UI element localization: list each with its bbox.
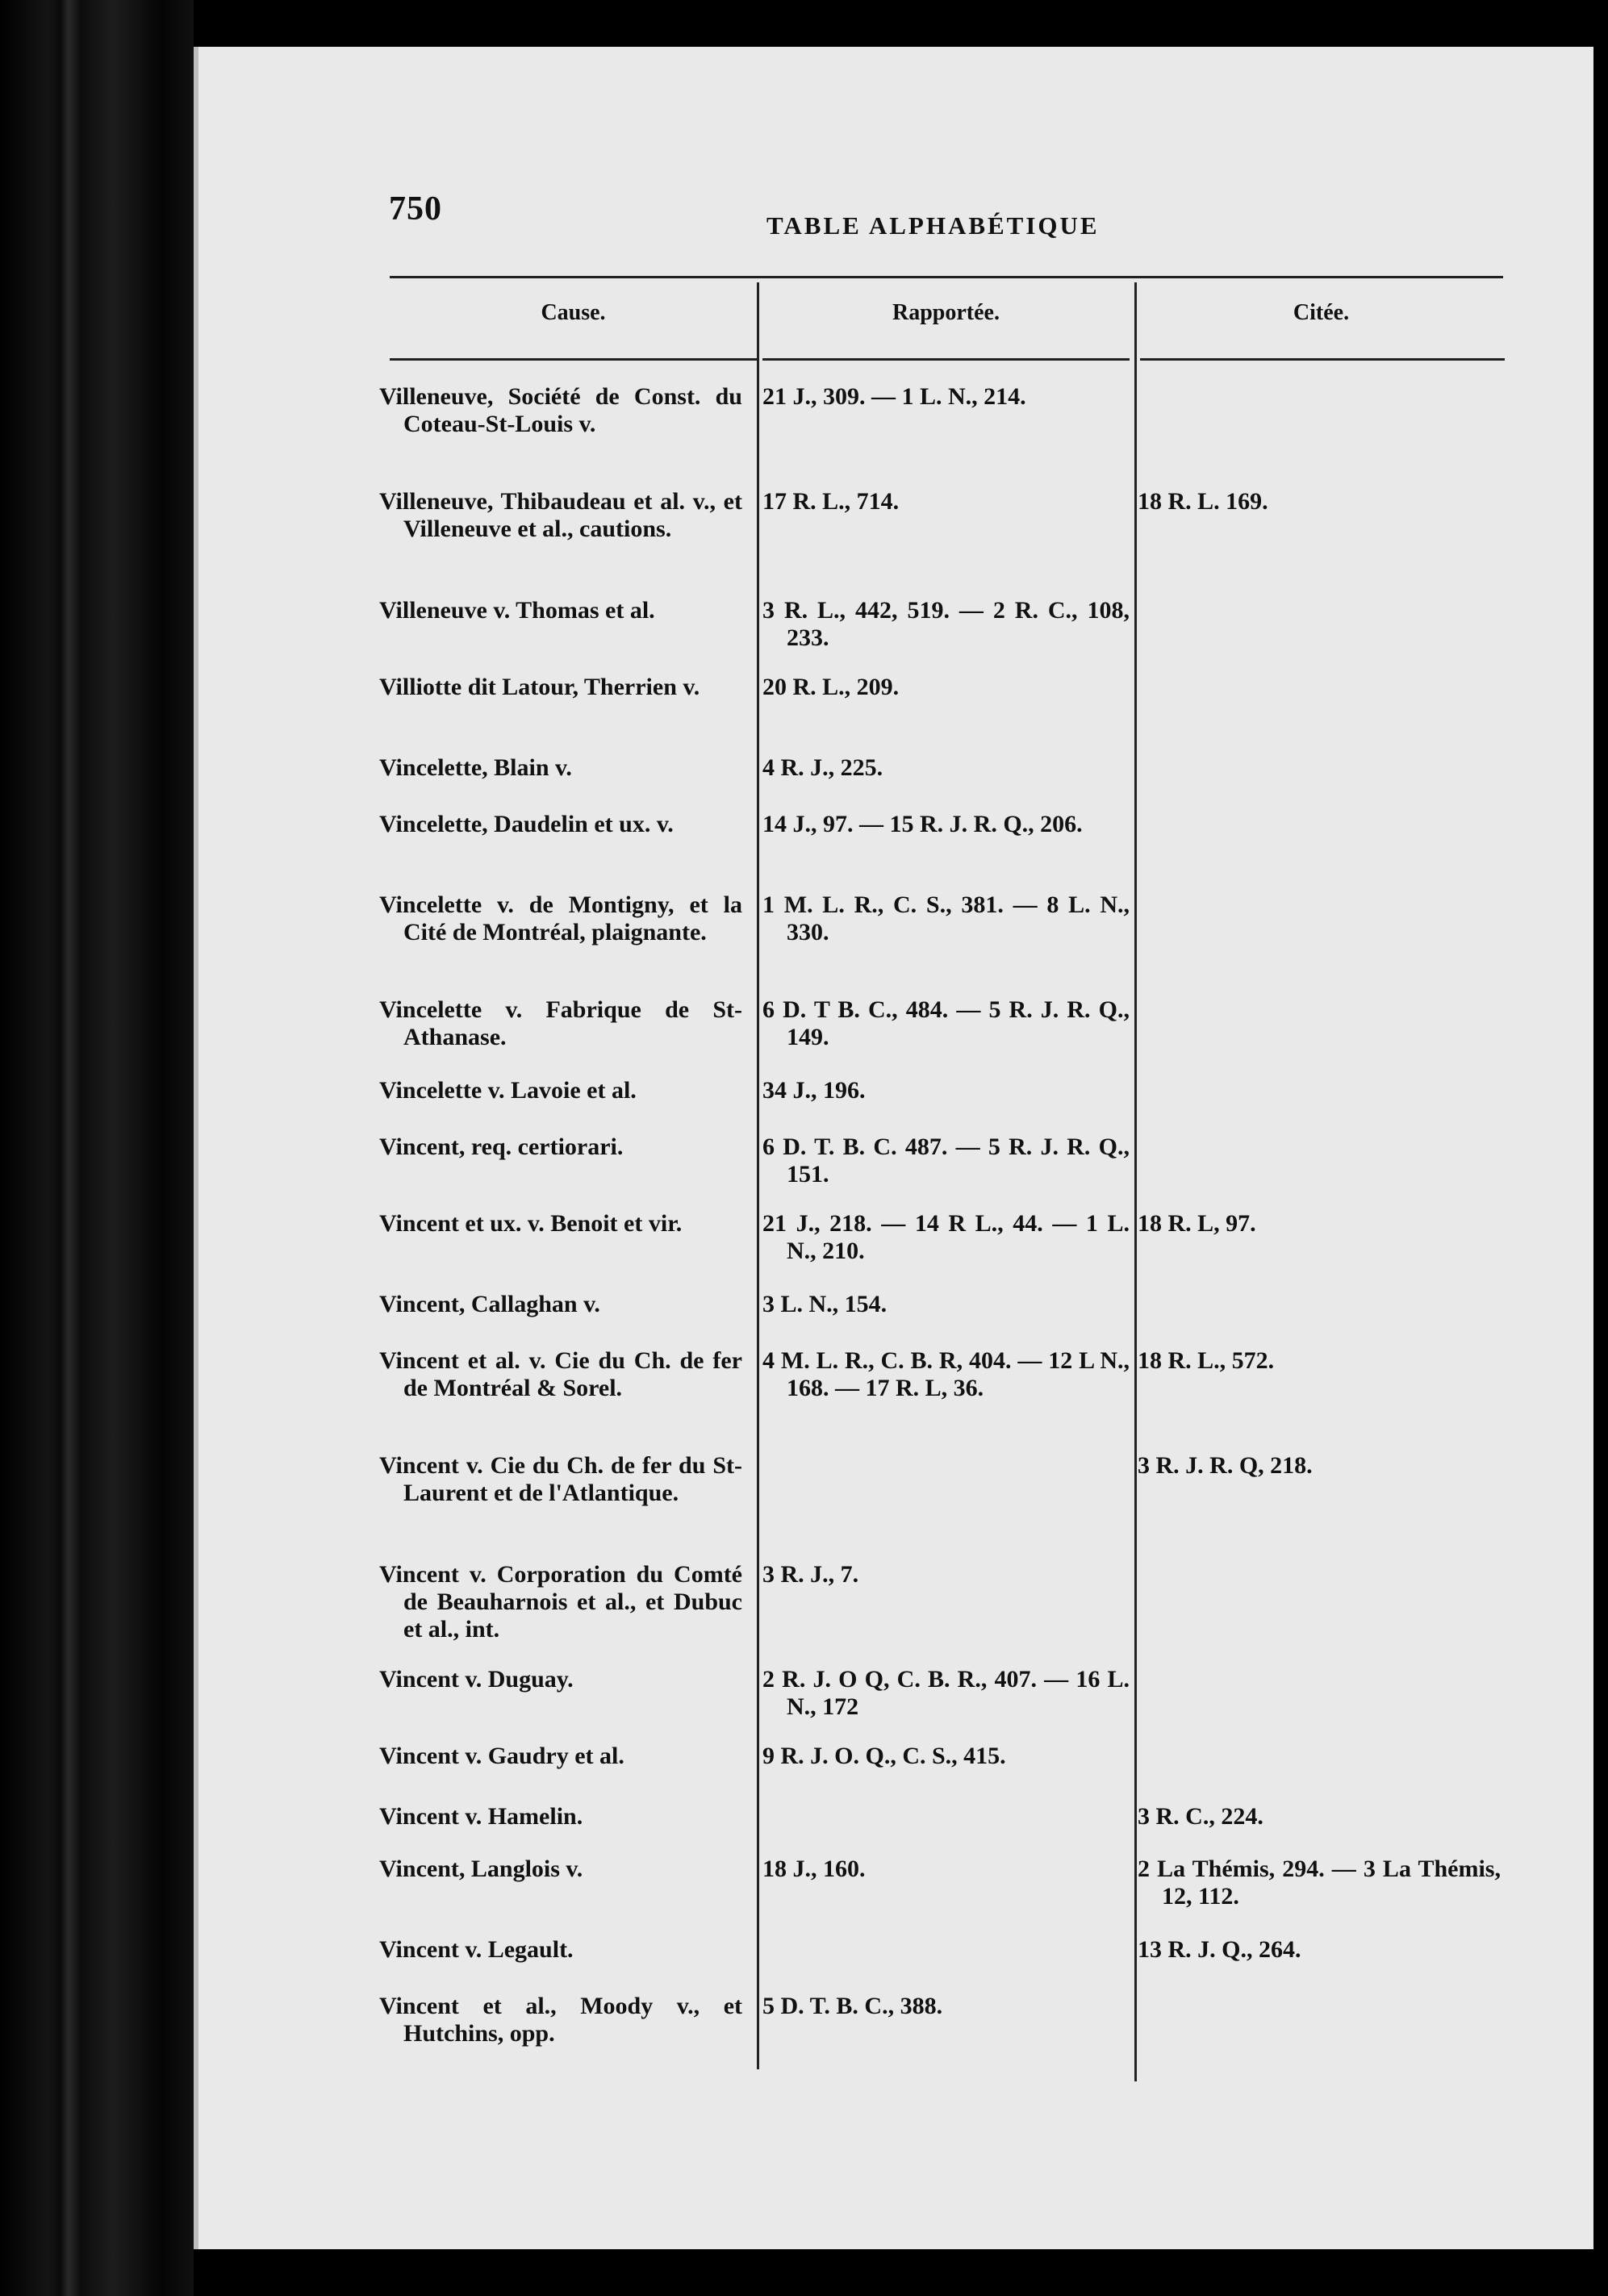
rapportee-cell: 9 R. J. O. Q., C. S., 415.	[762, 1743, 1006, 1769]
cause-cell: Vincelette v. Fabrique de St-Athanase.	[379, 996, 742, 1050]
rapportee-cell: 5 D. T. B. C., 388.	[762, 1993, 943, 2019]
cause-cell: Vincent v. Duguay.	[379, 1666, 574, 1693]
cause-cell: Vincent, req. certiorari.	[379, 1133, 624, 1160]
cause-cell: Vincelette v. de Montigny, et la Cité de Montréal, plaignante.	[379, 891, 742, 946]
cause-cell: Vincent v. Hamelin.	[379, 1803, 583, 1830]
citee-cell: 13 R. J. Q., 264.	[1138, 1936, 1301, 1963]
rapportee-cell: 4 R. J., 225.	[762, 754, 883, 781]
cause-cell: Vincelette, Blain v.	[379, 754, 572, 781]
rapportee-cell: 21 J., 218. — 14 R L., 44. — 1 L. N., 210.	[762, 1210, 1130, 1264]
column-header-rapportee: Rapportée.	[892, 300, 1000, 325]
rapportee-cell: 3 R. L., 442, 519. — 2 R. C., 108, 233.	[762, 597, 1130, 651]
citee-cell: 18 R. L. 169.	[1138, 488, 1268, 515]
scan-background-right	[1592, 0, 1608, 2296]
rapportee-cell: 4 M. L. R., C. B. R, 404. — 12 L N., 168. — 17 R. L, 36.	[762, 1347, 1130, 1401]
header-rule-rapportee	[762, 358, 1130, 361]
header-rule-cause	[390, 358, 757, 361]
citee-cell: 3 R. C., 224.	[1138, 1803, 1263, 1830]
cause-cell: Villeneuve v. Thomas et al.	[379, 597, 655, 624]
cause-cell: Vincent v. Cie du Ch. de fer du St-Laurent et de l'Atlantique.	[379, 1452, 742, 1506]
cause-cell: Vincelette, Daudelin et ux. v.	[379, 811, 674, 837]
running-head: TABLE ALPHABÉTIQUE	[766, 211, 1100, 240]
rapportee-cell: 18 J., 160.	[762, 1856, 866, 1882]
rapportee-cell: 1 M. L. R., C. S., 381. — 8 L. N., 330.	[762, 891, 1130, 946]
cause-cell: Villeneuve, Thibaudeau et al. v., et Villeneuve et al., cautions.	[379, 488, 742, 542]
header-rule-citee	[1140, 358, 1505, 361]
cause-cell: Vincent et ux. v. Benoit et vir.	[379, 1210, 683, 1237]
column-header-citee: Citée.	[1293, 300, 1350, 325]
rapportee-cell: 34 J., 196.	[762, 1077, 866, 1104]
cause-cell: Vincent et al. v. Cie du Ch. de fer de Montréal & Sorel.	[379, 1347, 742, 1401]
rapportee-cell: 6 D. T. B. C. 487. — 5 R. J. R. Q., 151.	[762, 1133, 1130, 1188]
cause-cell: Vincent et al., Moody v., et Hutchins, opp.	[379, 1993, 742, 2047]
citee-cell: 18 R. L, 97.	[1138, 1210, 1256, 1237]
cause-cell: Villiotte dit Latour, Therrien v.	[379, 674, 700, 700]
rapportee-cell: 17 R. L., 714.	[762, 488, 900, 515]
rapportee-cell: 14 J., 97. — 15 R. J. R. Q., 206.	[762, 811, 1083, 837]
column-divider-2	[1134, 282, 1137, 2081]
cause-cell: Vincelette v. Lavoie et al.	[379, 1077, 637, 1104]
cause-cell: Vincent v. Gaudry et al.	[379, 1743, 624, 1769]
column-divider-1	[757, 282, 759, 2069]
rapportee-cell: 3 R. J., 7.	[762, 1561, 859, 1588]
book-binding-edge	[0, 0, 194, 2296]
rapportee-cell: 2 R. J. O Q, C. B. R., 407. — 16 L. N., 172	[762, 1666, 1130, 1720]
citee-cell: 2 La Thémis, 294. — 3 La Thémis, 12, 112.	[1138, 1856, 1501, 1910]
rapportee-cell: 21 J., 309. — 1 L. N., 214.	[762, 383, 1026, 410]
citee-cell: 3 R. J. R. Q, 218.	[1138, 1452, 1313, 1479]
rapportee-cell: 20 R. L., 209.	[762, 674, 900, 700]
rapportee-cell: 3 L. N., 154.	[762, 1291, 888, 1317]
top-rule	[390, 276, 1503, 278]
column-header-cause: Cause.	[541, 300, 606, 325]
cause-cell: Vincent, Callaghan v.	[379, 1291, 600, 1317]
cause-cell: Vincent, Langlois v.	[379, 1856, 583, 1882]
page-number: 750	[389, 190, 442, 228]
citee-cell: 18 R. L., 572.	[1138, 1347, 1275, 1374]
rapportee-cell: 6 D. T B. C., 484. — 5 R. J. R. Q., 149.	[762, 996, 1130, 1050]
cause-cell: Vincent v. Corporation du Comté de Beauharnois et al., et Dubuc et al., int.	[379, 1561, 742, 1643]
cause-cell: Vincent v. Legault.	[379, 1936, 574, 1963]
cause-cell: Villeneuve, Société de Const. du Coteau-St-Louis v.	[379, 383, 742, 437]
